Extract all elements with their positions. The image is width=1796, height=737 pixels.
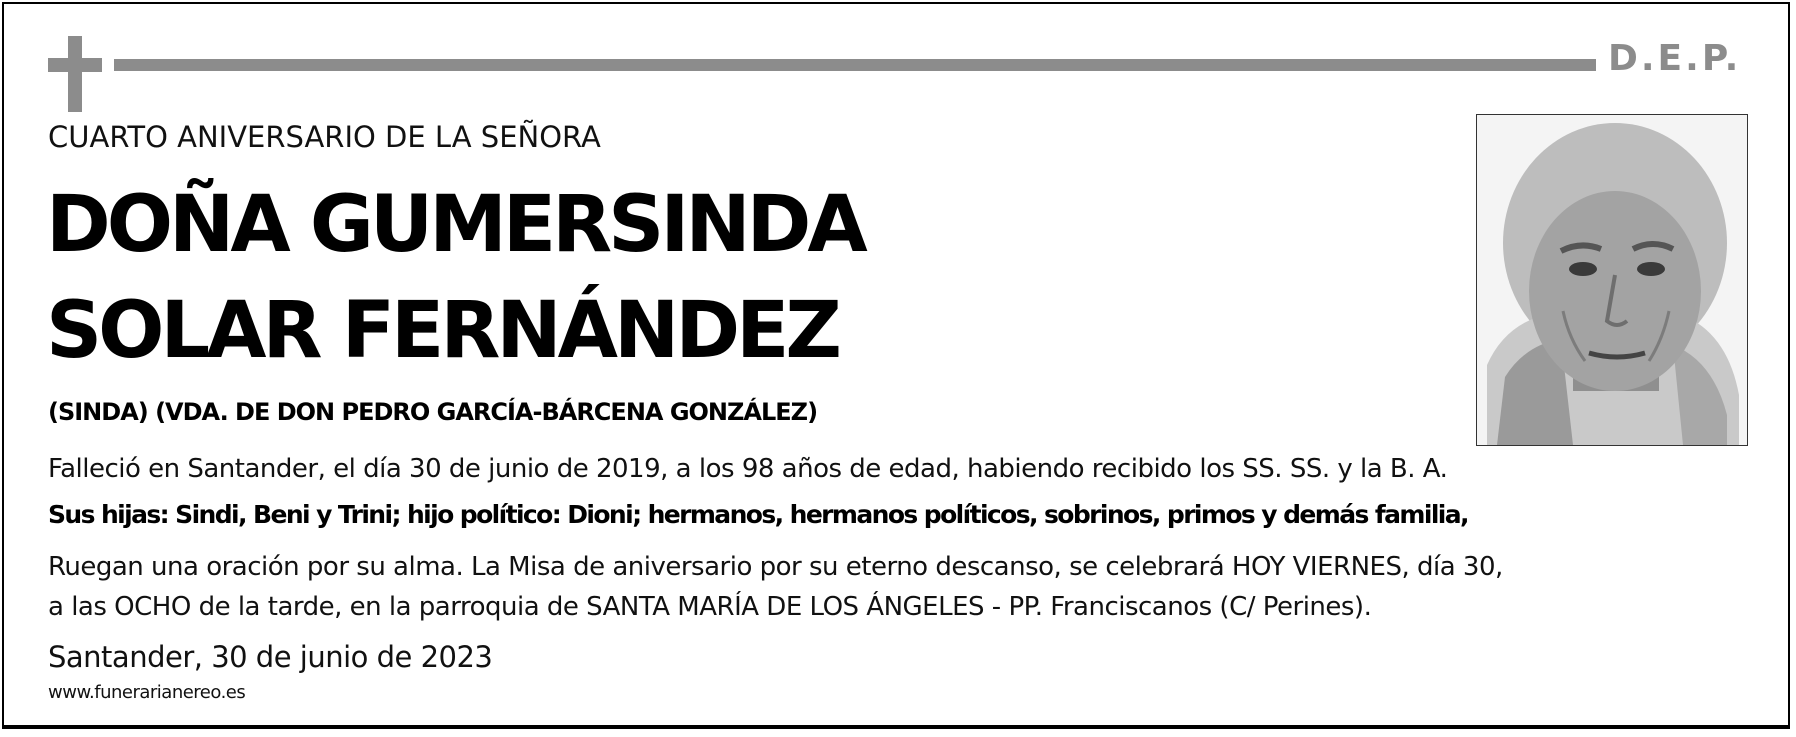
family-members: Sus hijas: Sindi, Beni y Trini; hijo político: Dioni; hermanos, hermanos políticos, sobrinos, primos y demás familia, <box>48 500 1468 529</box>
anniversary-subtitle: CUARTO ANIVERSARIO DE LA SEÑORA <box>48 120 601 154</box>
cross-icon <box>48 36 102 112</box>
header-rule <box>114 59 1596 71</box>
deceased-name-line-2: SOLAR FERNÁNDEZ <box>46 286 838 376</box>
portrait-photo <box>1476 114 1748 446</box>
mass-details-line-2: a las OCHO de la tarde, en la parroquia de SANTA MARÍA DE LOS ÁNGELES - PP. Franciscanos (C/ Perines). <box>48 592 1372 622</box>
website-link[interactable]: www.funerarianereo.es <box>48 682 246 703</box>
dep-label: D.E.P. <box>1608 38 1742 79</box>
alias-line: (SINDA) (VDA. DE DON PEDRO GARCÍA-BÁRCENA GONZÁLEZ) <box>48 398 818 426</box>
deceased-name-line-1: DOÑA GUMERSINDA <box>46 180 864 270</box>
place-and-date: Santander, 30 de junio de 2023 <box>48 640 493 674</box>
mass-details-line-1: Ruegan una oración por su alma. La Misa de aniversario por su eterno descanso, se celebrará HOY VIERNES, día 30, <box>48 552 1503 582</box>
death-details: Falleció en Santander, el día 30 de junio de 2019, a los 98 años de edad, habiendo recibido los SS. SS. y la B. A. <box>48 454 1448 484</box>
